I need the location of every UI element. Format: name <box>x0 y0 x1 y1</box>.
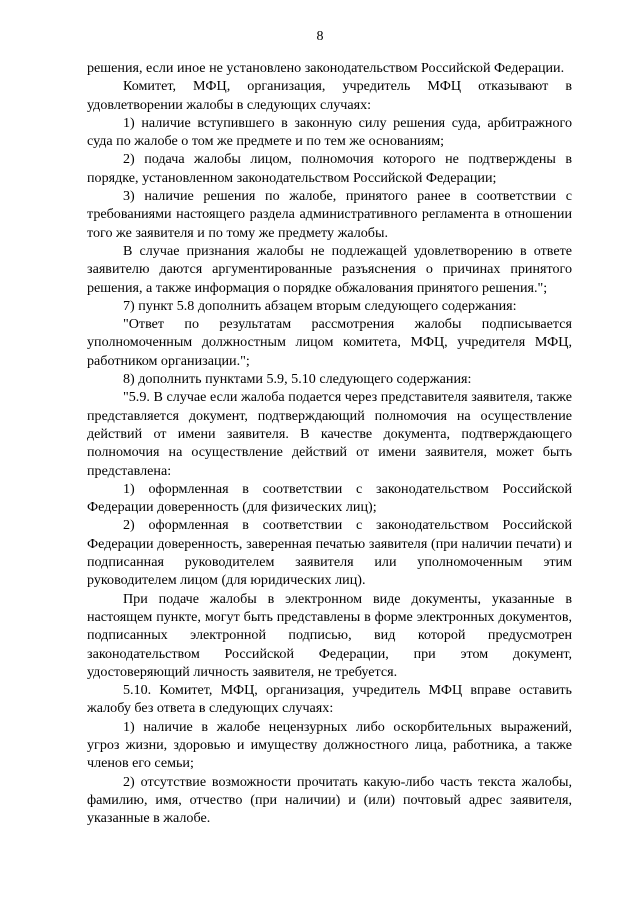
paragraph-refusal-intro: Комитет, МФЦ, организация, учредитель МФЦ отказывают в удовлетворении жалобы в следующих случаях: <box>87 78 572 113</box>
document-body <box>87 59 572 827</box>
paragraph-electronic-submission: При подаче жалобы в электронном виде документы, указанные в настоящем пункте, могут быть представлены в форме электронных документов, подписанных электронной подписью, вид которой предусмотрен законодательством Российской Федерации, при этом документ, удостоверяющий личность заявителя, не требуется. <box>87 590 572 680</box>
page-number: 8 <box>316 29 324 44</box>
paragraph-refusal-item-2: 2) подача жалобы лицом, полномочия которого не подтверждены в порядке, установленном законодательством Российской Федерации; <box>87 151 572 186</box>
paragraph-refusal-explanation: В случае признания жалобы не подлежащей удовлетворению в ответе заявителю даются аргументированные разъяснения о причинах принятого решения, а также информация о порядке обжалования принятого решения."; <box>87 242 572 296</box>
paragraph-5-9-item-2: 2) оформленная в соответствии с законодательством Российской Федерации доверенность, заверенная печатью заявителя (при наличии печати) и подписанная руководителем заявителя или уполномоченным этим руководителем лицом (для юридических лиц). <box>87 517 572 589</box>
paragraph-5-10-item-1: 1) наличие в жалобе нецензурных либо оскорбительных выражений, угроз жизни, здоровью и имуществу должностного лица, работника, а также членов его семьи; <box>87 718 572 772</box>
paragraph-amendment-7: 7) пункт 5.8 дополнить абзацем вторым следующего содержания: <box>123 297 517 314</box>
paragraph-clause-5-9: "5.9. В случае если жалоба подается через представителя заявителя, также представляется документ, подтверждающий полномочия на осуществление действий от имени заявителя. В качестве документа, подтверждающего полномочия на осуществление действий от имени заявителя, может быть представлена: <box>87 389 572 479</box>
paragraph-refusal-item-3: 3) наличие решения по жалобе, принятого ранее в соответствии с требованиями настоящего раздела административного регламента в отношении того же заявителя и по тому же предмету жалобы. <box>87 188 572 241</box>
paragraph-5-10-item-2: 2) отсутствие возможности прочитать какую-либо часть текста жалобы, фамилию, имя, отчество (при наличии) и (или) почтовый адрес заявителя, указанные в жалобе. <box>87 773 572 827</box>
paragraph-5-9-item-1: 1) оформленная в соответствии с законодательством Российской Федерации доверенность (для физических лиц); <box>87 480 572 516</box>
paragraph-clause-5-10: 5.10. Комитет, МФЦ, организация, учредитель МФЦ вправе оставить жалобу без ответа в следующих случаях: <box>87 682 572 717</box>
paragraph-refusal-item-1: 1) наличие вступившего в законную силу решения суда, арбитражного суда по жалобе о том же предмете и по тем же основаниям; <box>87 114 572 150</box>
paragraph-amendment-8: 8) дополнить пунктами 5.9, 5.10 следующего содержания: <box>123 371 472 388</box>
paragraph-continuation: решения, если иное не установлено законодательством Российской Федерации. <box>87 60 565 76</box>
paragraph-signature-text: "Ответ по результатам рассмотрения жалобы подписывается уполномоченным должностным лицом комитета, МФЦ, учредителя МФЦ, работником организации."; <box>87 316 572 369</box>
